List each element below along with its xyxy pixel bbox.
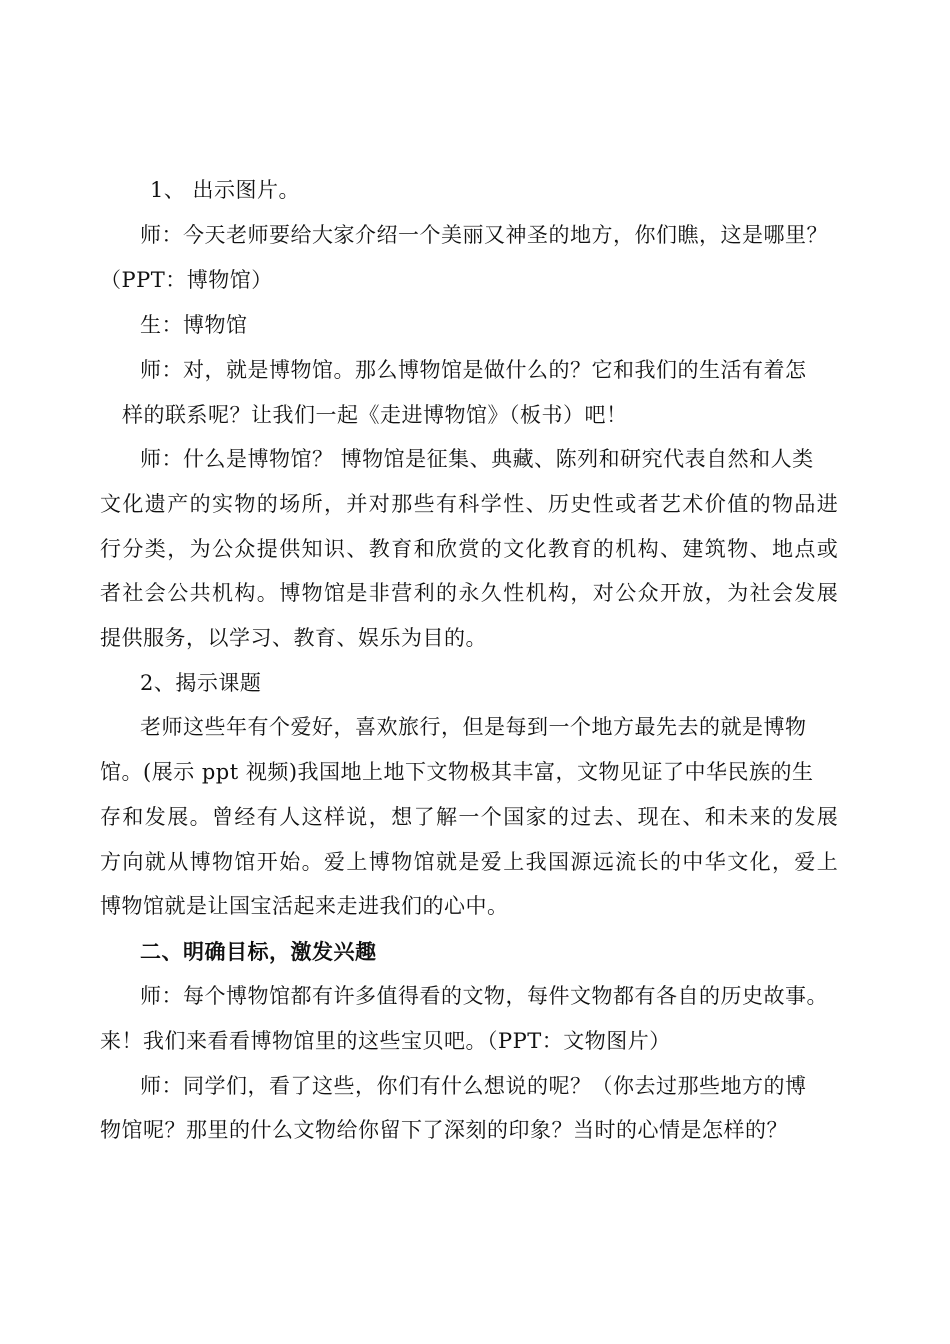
paragraph-line: 文化遗产的实物的场所，并对那些有科学性、历史性或者艺术价值的物品进 (100, 492, 840, 516)
paragraph-line: 馆。(展示 ppt 视频)我国地上地下文物极其丰富，文物见证了中华民族的生 (100, 760, 814, 784)
paragraph-line: 师：今天老师要给大家介绍一个美丽又神圣的地方，你们瞧，这是哪里？ (140, 223, 828, 247)
paragraph-line: （PPT：博物馆） (100, 268, 273, 292)
paragraph-line: 师：每个博物馆都有许多值得看的文物，每件文物都有各自的历史故事。 (140, 984, 828, 1008)
paragraph-line: 样的联系呢？让我们一起《走进博物馆》（板书）吧！ (122, 403, 628, 427)
paragraph-line: 来！我们来看看博物馆里的这些宝贝吧。（PPT：文物图片） (100, 1029, 671, 1053)
list-item-1: 1、 出示图片。 (150, 178, 301, 202)
paragraph-line: 生：博物馆 (140, 313, 248, 337)
paragraph-line: 行分类，为公众提供知识、教育和欣赏的文化教育的机构、建筑物、地点或 (100, 537, 840, 561)
paragraph-line: 物馆呢？那里的什么文物给你留下了深刻的印象？当时的心情是怎样的？ (100, 1118, 788, 1142)
section-heading: 二、明确目标，激发兴趣 (140, 939, 377, 964)
list-item-2: 2、揭示课题 (140, 671, 262, 695)
paragraph-line: 师：同学们，看了这些，你们有什么想说的呢？（你去过那些地方的博 (140, 1074, 807, 1098)
paragraph-line: 老师这些年有个爱好，喜欢旅行，但是每到一个地方最先去的就是博物 (140, 715, 807, 739)
paragraph-line: 存和发展。曾经有人这样说，想了解一个国家的过去、现在、和未来的发展 (100, 805, 840, 829)
paragraph-line: 师：什么是博物馆？ 博物馆是征集、典藏、陈列和研究代表自然和人类 (140, 447, 814, 471)
paragraph-line: 方向就从博物馆开始。爱上博物馆就是爱上我国源远流长的中华文化，爱上 (100, 850, 840, 874)
paragraph-line: 者社会公共机构。博物馆是非营利的永久性机构，对公众开放，为社会发展 (100, 581, 840, 605)
paragraph-line: 师：对，就是博物馆。那么博物馆是做什么的？它和我们的生活有着怎 (140, 358, 807, 382)
paragraph-line: 博物馆就是让国宝活起来走进我们的心中。 (100, 894, 509, 918)
paragraph-line: 提供服务，以学习、教育、娱乐为目的。 (100, 626, 487, 650)
